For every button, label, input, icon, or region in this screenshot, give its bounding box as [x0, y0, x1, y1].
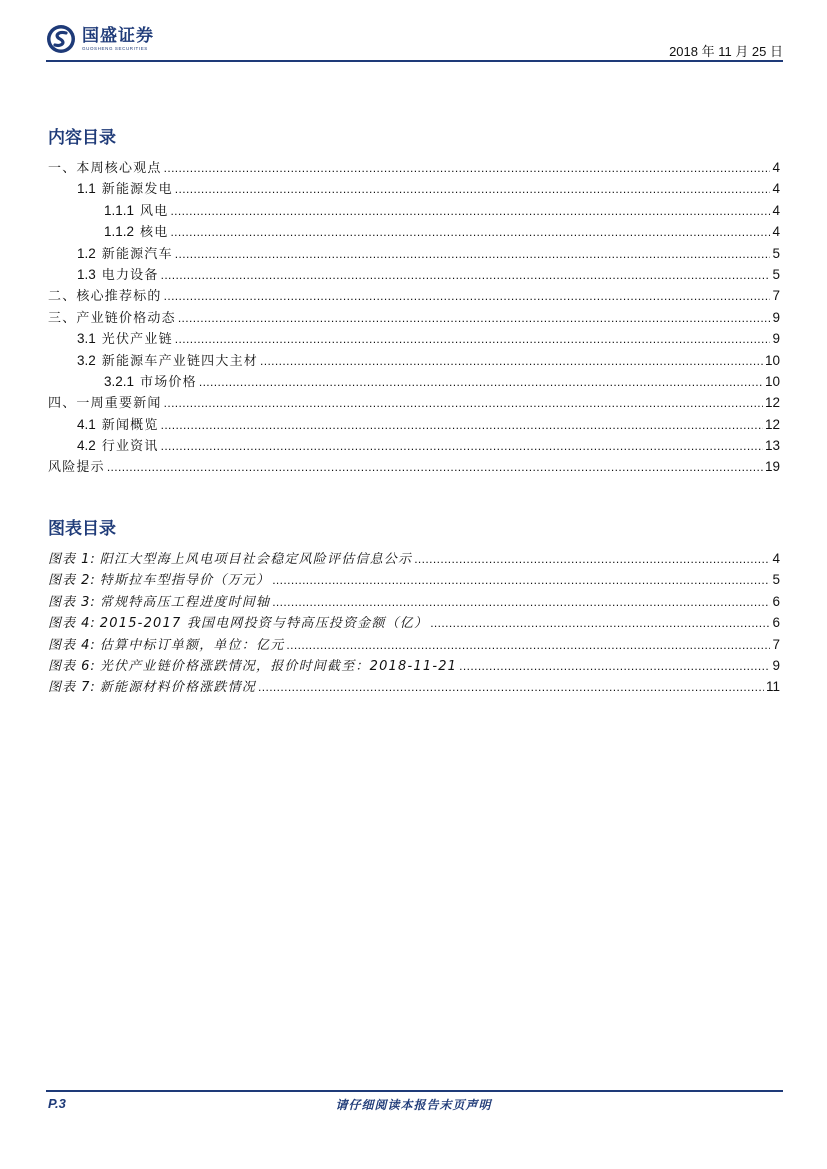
- brand-name-en: GUOSHENG SECURITIES: [82, 46, 148, 51]
- figure-entry[interactable]: [48, 591, 780, 612]
- figure-entry-title: 阳江大型海上风电项目社会稳定风险评估信息公示: [99, 552, 413, 567]
- dot-leader: [175, 329, 771, 350]
- toc-entry-number: 3.1: [77, 331, 96, 347]
- dot-leader: [178, 308, 771, 329]
- toc-entry-page: 10: [764, 352, 780, 368]
- figure-entry-label: 图表 4:: [48, 637, 96, 653]
- brand-name-cn: 国盛证券: [82, 26, 154, 46]
- figure-list: [48, 548, 780, 698]
- toc-entry[interactable]: [48, 371, 780, 392]
- figure-entry-title: 新能源材料价格涨跌情况: [99, 680, 256, 696]
- toc-entry[interactable]: [48, 328, 780, 349]
- figure-entry-title: 常规特高压工程进度时间轴: [99, 594, 271, 610]
- toc-entry-page: 4: [772, 160, 780, 175]
- dot-leader: [170, 201, 770, 222]
- dot-leader: [272, 592, 770, 613]
- toc-entry-title: 新能源汽车: [101, 246, 173, 262]
- dot-leader: [164, 286, 771, 307]
- figure-entry-page: 5: [772, 572, 780, 588]
- toc-entry-title: 光伏产业链: [101, 332, 173, 348]
- toc-entry[interactable]: [48, 221, 780, 242]
- dot-leader: [175, 244, 771, 265]
- toc-entry-page: 12: [764, 395, 780, 411]
- toc-entry-title: 风险提示: [48, 460, 105, 476]
- dot-leader: [164, 158, 771, 179]
- header-divider: [46, 60, 783, 62]
- figure-entry-title: 2015-2017 我国电网投资与特高压投资金额（亿）: [99, 616, 429, 632]
- toc-entry[interactable]: [48, 414, 780, 435]
- dot-leader: [164, 393, 763, 414]
- figure-entry-page: 9: [772, 657, 780, 673]
- dot-leader: [107, 457, 763, 478]
- toc-entry-title: 风电: [140, 203, 169, 219]
- toc-entry-page: 4: [772, 202, 780, 218]
- toc-entry-title: 行业资讯: [101, 439, 159, 455]
- brand-logo: [46, 24, 154, 54]
- toc-entry[interactable]: [48, 307, 780, 328]
- toc-entry-title: 电力设备: [101, 267, 159, 283]
- toc-entry[interactable]: [48, 285, 780, 306]
- figure-entry-label: 图表 2:: [48, 573, 96, 589]
- toc-entry-number: 1.1: [77, 181, 96, 197]
- figure-entry-label: 图表 6:: [48, 658, 96, 674]
- dot-leader: [161, 265, 771, 286]
- toc-entry-number: 4.2: [77, 438, 96, 454]
- figure-entry-page: 11: [765, 679, 780, 695]
- toc-entry-number: 1.2: [77, 245, 96, 261]
- figure-entry-label: 图表 3:: [48, 594, 96, 610]
- figure-entry-label: 图表 4:: [48, 616, 96, 632]
- toc-entry-page: 7: [772, 288, 780, 304]
- disclaimer-note: 请仔细阅读本报告末页声明: [335, 1098, 492, 1112]
- figure-entry[interactable]: [48, 655, 780, 676]
- toc-entry-number: 1.1.1: [104, 202, 135, 218]
- toc-list: [48, 157, 780, 478]
- dot-leader: [170, 222, 770, 243]
- figure-entry-page: 4: [772, 551, 780, 566]
- toc-entry-number: 1.1.2: [104, 224, 135, 240]
- toc-entry-page: 10: [764, 373, 780, 389]
- toc-entry[interactable]: [48, 435, 780, 456]
- toc-entry[interactable]: [48, 178, 780, 199]
- dot-leader: [430, 613, 770, 634]
- toc-entry-page: 4: [772, 181, 780, 197]
- toc-entry-number: 1.3: [77, 266, 96, 282]
- toc-entry-title: 新能源发电: [101, 182, 173, 198]
- dot-leader: [258, 677, 764, 698]
- figure-entry-title: 光伏产业链价格涨跌情况，报价时间截至：2018-11-21: [99, 658, 458, 674]
- figure-entry[interactable]: [48, 676, 780, 697]
- figure-entry[interactable]: [48, 569, 780, 590]
- toc-entry[interactable]: [48, 200, 780, 221]
- dot-leader: [260, 351, 763, 372]
- figure-entry-title: 特斯拉车型指导价（万元）: [99, 573, 271, 589]
- page-header: [46, 22, 783, 62]
- figure-entry[interactable]: [48, 548, 780, 569]
- figure-entry[interactable]: [48, 634, 780, 655]
- toc-entry-number: 4.1: [77, 416, 96, 432]
- dot-leader: [414, 549, 770, 570]
- toc-entry-title: 核电: [140, 225, 169, 241]
- figure-entry-label: 图表 1:: [48, 552, 96, 567]
- dot-leader: [286, 635, 770, 656]
- dot-leader: [272, 570, 770, 591]
- toc-entry-page: 4: [772, 224, 780, 240]
- figure-entry-page: 6: [772, 593, 780, 609]
- toc-entry-page: 13: [764, 438, 780, 454]
- brand-logo-icon: [46, 24, 76, 54]
- toc-entry-page: 9: [772, 309, 780, 325]
- toc-entry-number: 3.2: [77, 352, 96, 368]
- toc-entry-title: 市场价格: [140, 374, 197, 390]
- dot-leader: [175, 179, 771, 200]
- dot-leader: [161, 415, 763, 436]
- toc-entry[interactable]: [48, 456, 780, 477]
- toc-entry-page: 9: [772, 331, 780, 347]
- toc-entry-title: 二、核心推荐标的: [48, 289, 162, 305]
- figure-entry-page: 7: [772, 636, 780, 652]
- figure-entry-page: 6: [772, 615, 780, 631]
- toc-entry-title: 四、一周重要新闻: [48, 396, 162, 412]
- toc-title: 内容目录: [48, 128, 116, 148]
- report-date: 2018 年 11 月 25 日: [669, 44, 783, 59]
- toc-entry-page: 19: [764, 459, 780, 475]
- figure-list-title: 图表目录: [48, 519, 116, 539]
- figure-entry-title: 估算中标订单额，单位：亿元: [99, 637, 285, 653]
- toc-entry[interactable]: [48, 264, 780, 285]
- toc-entry-page: 5: [772, 266, 780, 282]
- toc-entry-title: 新闻概览: [101, 417, 159, 433]
- figure-entry-label: 图表 7:: [48, 680, 96, 696]
- page-number: P.3: [48, 1096, 66, 1111]
- toc-entry-page: 5: [772, 245, 780, 261]
- toc-entry-title: 三、产业链价格动态: [48, 310, 176, 326]
- toc-entry-title: 新能源车产业链四大主材: [101, 353, 258, 369]
- toc-entry[interactable]: [48, 350, 780, 371]
- footer-divider: [46, 1090, 783, 1092]
- figure-entry[interactable]: [48, 612, 780, 633]
- toc-entry[interactable]: [48, 392, 780, 413]
- toc-entry[interactable]: [48, 243, 780, 264]
- dot-leader: [199, 372, 763, 393]
- dot-leader: [459, 656, 770, 677]
- toc-entry[interactable]: [48, 157, 780, 178]
- dot-leader: [161, 436, 763, 457]
- toc-entry-page: 12: [764, 416, 780, 432]
- toc-entry-title: 一、本周核心观点: [48, 161, 162, 176]
- toc-entry-number: 3.2.1: [104, 373, 135, 389]
